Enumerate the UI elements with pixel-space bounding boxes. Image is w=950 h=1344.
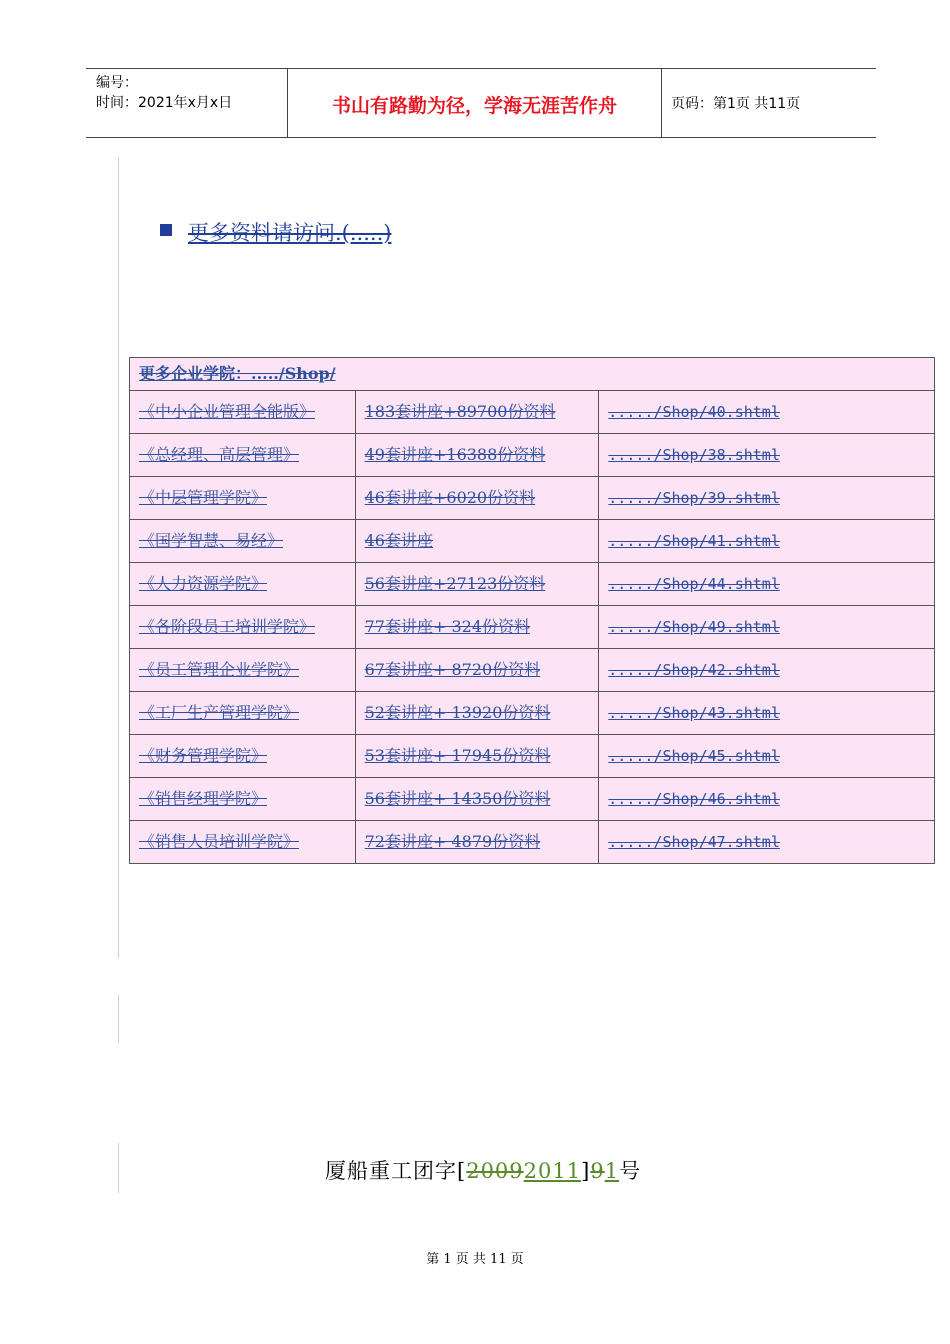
motto: 书山有路勤为径，学海无涯苦作舟 xyxy=(331,95,617,117)
course-name-link[interactable]: 《销售经理学院》 xyxy=(139,789,268,808)
header-page-cell xyxy=(661,69,876,137)
course-count-link[interactable]: 56套讲座+ 14350份资料 xyxy=(364,789,551,808)
course-url-link[interactable]: ...../Shop/39.shtml xyxy=(608,489,780,507)
course-count-link[interactable]: 56套讲座+27123份资料 xyxy=(364,574,546,593)
course-name-link[interactable]: 《财务管理学院》 xyxy=(139,746,268,765)
course-count-link[interactable]: 53套讲座+ 17945份资料 xyxy=(364,746,551,765)
doc-num-deleted: 9 xyxy=(590,1159,605,1183)
course-name-link[interactable]: 《总经理、高层管理》 xyxy=(139,445,300,464)
table-cell xyxy=(355,434,599,477)
table-cell xyxy=(599,391,935,434)
doc-prefix: 厦船重工团字[ xyxy=(325,1159,467,1183)
course-url-link[interactable]: ...../Shop/49.shtml xyxy=(608,618,780,636)
time-label: 时间：2021年x月x日 xyxy=(96,95,233,111)
table-cell xyxy=(130,649,356,692)
course-url-link[interactable]: ...../Shop/45.shtml xyxy=(608,747,780,765)
table-cell xyxy=(355,391,599,434)
square-bullet-icon xyxy=(160,224,172,236)
table-cell xyxy=(599,735,935,778)
table-cell xyxy=(599,692,935,735)
table-cell xyxy=(130,563,356,606)
header-motto-cell xyxy=(287,69,662,137)
course-count-link[interactable]: 67套讲座+ 8720份资料 xyxy=(364,660,541,679)
table-row xyxy=(130,692,935,735)
table-cell xyxy=(130,692,356,735)
margin-guide xyxy=(118,1143,119,1193)
course-name-link[interactable]: 《中小企业管理全能版》 xyxy=(139,402,316,421)
table-cell xyxy=(355,606,599,649)
table-cell xyxy=(130,821,356,864)
table-cell xyxy=(599,477,935,520)
doc-year-deleted: 2009 xyxy=(466,1159,524,1183)
table-cell xyxy=(130,520,356,563)
table-heading-cell xyxy=(130,358,935,391)
table-cell xyxy=(130,606,356,649)
document-number xyxy=(325,1155,641,1185)
code-label: 编号： xyxy=(96,75,138,91)
doc-year-inserted: 2011 xyxy=(523,1159,582,1183)
course-name-link[interactable]: 《人力资源学院》 xyxy=(139,574,268,593)
course-name-link[interactable]: 《销售人员培训学院》 xyxy=(139,832,300,851)
more-resources-link[interactable]: 更多资料请访问.(.....) xyxy=(188,221,392,245)
table-row xyxy=(130,391,935,434)
table-cell xyxy=(599,606,935,649)
doc-num-inserted: 1 xyxy=(604,1159,620,1183)
table-cell xyxy=(355,692,599,735)
page-footer: 第 1 页 共 11 页 xyxy=(426,1252,524,1267)
table-cell xyxy=(130,477,356,520)
course-url-link[interactable]: ...../Shop/44.shtml xyxy=(608,575,780,593)
table-cell xyxy=(599,778,935,821)
page-number-label: 页码：第1页 共11页 xyxy=(671,96,801,112)
course-url-link[interactable]: ...../Shop/43.shtml xyxy=(608,704,780,722)
course-name-link[interactable]: 《各阶段员工培训学院》 xyxy=(139,617,316,636)
page-header xyxy=(86,68,876,138)
doc-bracket: ] xyxy=(581,1159,591,1183)
course-name-link[interactable]: 《员工管理企业学院》 xyxy=(139,660,300,679)
table-row xyxy=(130,520,935,563)
course-url-link[interactable]: ...../Shop/47.shtml xyxy=(608,833,780,851)
header-meta xyxy=(86,69,287,137)
table-cell xyxy=(355,563,599,606)
table-row xyxy=(130,606,935,649)
course-count-link[interactable]: 46套讲座+6020份资料 xyxy=(364,488,536,507)
margin-guide xyxy=(118,995,119,1043)
table-row xyxy=(130,821,935,864)
table-cell xyxy=(130,434,356,477)
course-name-link[interactable]: 《国学智慧、易经》 xyxy=(139,531,284,550)
margin-guide xyxy=(118,158,119,958)
table-cell xyxy=(355,477,599,520)
table-cell xyxy=(130,735,356,778)
table-heading-row xyxy=(130,358,935,391)
course-url-link[interactable]: ...../Shop/40.shtml xyxy=(608,403,780,421)
course-count-link[interactable]: 77套讲座+ 324份资料 xyxy=(364,617,531,636)
course-name-link[interactable]: 《中层管理学院》 xyxy=(139,488,268,507)
table-cell xyxy=(355,735,599,778)
table-cell xyxy=(130,778,356,821)
table-cell xyxy=(355,821,599,864)
table-cell xyxy=(355,778,599,821)
table-row xyxy=(130,477,935,520)
course-count-link[interactable]: 49套讲座+16388份资料 xyxy=(364,445,546,464)
course-name-link[interactable]: 《工厂生产管理学院》 xyxy=(139,703,300,722)
table-row xyxy=(130,735,935,778)
table-cell xyxy=(355,649,599,692)
table-row xyxy=(130,434,935,477)
table-cell xyxy=(599,821,935,864)
table-cell xyxy=(599,649,935,692)
table-cell xyxy=(599,434,935,477)
course-count-link[interactable]: 46套讲座 xyxy=(364,531,433,550)
course-count-link[interactable]: 52套讲座+ 13920份资料 xyxy=(364,703,551,722)
doc-suffix: 号 xyxy=(619,1159,642,1183)
table-body xyxy=(130,391,935,864)
course-count-link[interactable]: 72套讲座+ 4879份资料 xyxy=(364,832,541,851)
table-row xyxy=(130,563,935,606)
table-row xyxy=(130,778,935,821)
course-count-link[interactable]: 183套讲座+89700份资料 xyxy=(364,402,556,421)
table-cell xyxy=(599,520,935,563)
course-url-link[interactable]: ...../Shop/42.shtml xyxy=(608,661,780,679)
table-row xyxy=(130,649,935,692)
course-url-link[interactable]: ...../Shop/46.shtml xyxy=(608,790,780,808)
table-heading-link[interactable]: 更多企业学院：...../Shop/ xyxy=(139,364,336,383)
course-url-link[interactable]: ...../Shop/38.shtml xyxy=(608,446,780,464)
resource-table xyxy=(129,357,935,864)
table-cell xyxy=(599,563,935,606)
course-url-link[interactable]: ...../Shop/41.shtml xyxy=(608,532,780,550)
table-cell xyxy=(130,391,356,434)
table-cell xyxy=(355,520,599,563)
